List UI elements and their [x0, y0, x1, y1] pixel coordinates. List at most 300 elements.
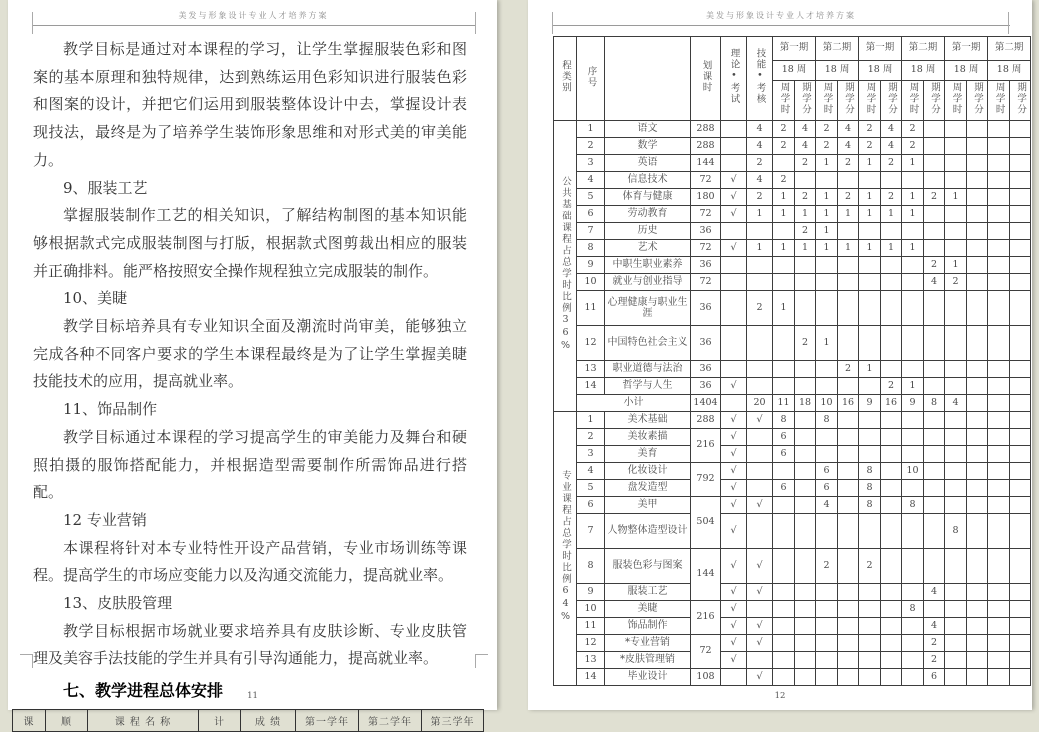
seq-cell: 11 — [577, 291, 605, 326]
schedule-header-cell: 计 — [199, 710, 241, 732]
period-cell — [902, 446, 924, 463]
page-number: 11 — [247, 691, 258, 701]
period-cell — [924, 601, 945, 618]
period-cell — [816, 291, 838, 326]
schedule-header-row — [13, 710, 484, 732]
schedule-header-cell: 顺 — [46, 710, 88, 732]
period-cell: √ — [721, 446, 747, 463]
period-cell — [988, 601, 1010, 618]
theory-exam-header — [721, 37, 747, 121]
term-header: 第一期 — [945, 37, 988, 61]
period-cell — [1010, 584, 1031, 601]
page-12 — [528, 0, 1032, 710]
period-cell: 1 — [902, 206, 924, 223]
period-cell — [988, 155, 1010, 172]
seq-cell: 7 — [577, 514, 605, 549]
vertical-label: 公共基础课程占总学时比例36% — [559, 175, 571, 353]
period-cell — [902, 549, 924, 584]
schedule-header-cell: 课 — [13, 710, 46, 732]
period-cell: 18 — [795, 395, 816, 412]
period-cell — [902, 291, 924, 326]
course-name-cell: 美妆素描 — [605, 429, 691, 446]
period-cell: 4 — [795, 138, 816, 155]
period-cell: 1 — [902, 155, 924, 172]
period-cell — [967, 395, 988, 412]
period-cell — [1010, 514, 1031, 549]
period-cell — [859, 618, 881, 635]
course-name-cell: 饰品制作 — [605, 618, 691, 635]
period-cell — [988, 326, 1010, 361]
crop-mark — [1008, 12, 1009, 34]
period-cell: 2 — [859, 121, 881, 138]
period-cell: 2 — [838, 361, 859, 378]
period-cell — [816, 429, 838, 446]
period-cell — [967, 463, 988, 480]
vertical-label: 期学分 — [799, 82, 811, 116]
seq-cell: 1 — [577, 121, 605, 138]
period-cell — [1010, 549, 1031, 584]
period-cell — [838, 669, 859, 686]
period-cell — [924, 480, 945, 497]
hours-cell: 288 — [691, 121, 721, 138]
numbered-heading: 11、饰品制作 — [63, 400, 158, 419]
period-cell — [773, 635, 795, 652]
course-row — [554, 274, 1031, 291]
course-row — [554, 326, 1031, 361]
course-row — [554, 121, 1031, 138]
period-cell — [773, 497, 795, 514]
period-cell — [816, 172, 838, 189]
period-cell — [1010, 274, 1031, 291]
period-cell — [902, 635, 924, 652]
schedule-header-cell: 第一学年 — [296, 710, 359, 732]
period-cell — [859, 326, 881, 361]
seq-cell: 4 — [577, 172, 605, 189]
vertical-label: 周学时 — [821, 82, 833, 116]
period-cell — [747, 463, 773, 480]
period-cell — [945, 326, 967, 361]
period-cell: 1 — [859, 361, 881, 378]
period-cell — [747, 601, 773, 618]
period-cell — [881, 669, 902, 686]
course-name-cell: 毕业设计 — [605, 669, 691, 686]
period-cell — [838, 463, 859, 480]
period-cell: 2 — [747, 189, 773, 206]
period-cell — [945, 155, 967, 172]
period-cell — [945, 378, 967, 395]
period-cell — [838, 223, 859, 240]
vertical-label: 周学时 — [907, 82, 919, 116]
period-cell — [816, 635, 838, 652]
period-cell — [902, 618, 924, 635]
vertical-label: 划课时 — [700, 60, 712, 94]
subcol-header — [967, 81, 988, 121]
period-cell: √ — [721, 412, 747, 429]
seq-header — [577, 37, 605, 121]
page-header — [552, 10, 1010, 26]
period-cell — [1010, 378, 1031, 395]
subcol-header — [945, 81, 967, 121]
page-11 — [8, 0, 497, 729]
course-row — [554, 378, 1031, 395]
period-cell — [795, 584, 816, 601]
subcol-header — [859, 81, 881, 121]
period-cell: 1 — [816, 206, 838, 223]
course-row — [554, 206, 1031, 223]
period-cell: √ — [747, 549, 773, 584]
period-cell — [988, 652, 1010, 669]
period-cell — [721, 121, 747, 138]
period-cell: 6 — [816, 463, 838, 480]
crop-mark — [475, 12, 476, 34]
period-cell: 1 — [902, 240, 924, 257]
seq-cell: 12 — [577, 635, 605, 652]
period-cell: 8 — [816, 412, 838, 429]
period-cell — [967, 601, 988, 618]
period-cell — [881, 326, 902, 361]
period-cell — [838, 480, 859, 497]
course-name-cell: 美育 — [605, 446, 691, 463]
period-cell: 2 — [924, 635, 945, 652]
period-cell — [945, 601, 967, 618]
seq-cell: 14 — [577, 669, 605, 686]
period-cell — [945, 497, 967, 514]
period-cell — [988, 446, 1010, 463]
period-cell: 11 — [773, 395, 795, 412]
period-cell: 1 — [773, 189, 795, 206]
period-cell — [924, 240, 945, 257]
period-cell — [816, 446, 838, 463]
period-cell — [1010, 463, 1031, 480]
seq-cell: 10 — [577, 601, 605, 618]
course-name-cell: 人物整体造型设计 — [605, 514, 691, 549]
period-cell — [859, 669, 881, 686]
subcol-header — [773, 81, 795, 121]
period-cell — [838, 429, 859, 446]
period-cell — [881, 601, 902, 618]
subcol-header — [902, 81, 924, 121]
page-header — [32, 10, 475, 26]
course-row — [554, 189, 1031, 206]
period-cell: 1 — [902, 378, 924, 395]
period-cell — [1010, 172, 1031, 189]
vertical-label: 期学分 — [1015, 82, 1027, 116]
period-cell: 8 — [945, 514, 967, 549]
period-cell — [924, 361, 945, 378]
period-cell: 1 — [795, 240, 816, 257]
course-row — [554, 138, 1031, 155]
period-cell — [902, 223, 924, 240]
seq-cell: 13 — [577, 652, 605, 669]
course-name-cell: 劳动教育 — [605, 206, 691, 223]
period-cell — [838, 446, 859, 463]
period-cell — [721, 395, 747, 412]
period-cell — [945, 635, 967, 652]
hours-cell: 180 — [691, 189, 721, 206]
category-header — [554, 37, 577, 121]
period-cell — [747, 257, 773, 274]
period-cell: 1 — [838, 240, 859, 257]
course-row — [554, 497, 1031, 514]
period-cell — [773, 223, 795, 240]
period-cell — [859, 652, 881, 669]
period-cell: 10 — [902, 463, 924, 480]
period-cell: 8 — [859, 463, 881, 480]
period-cell — [816, 652, 838, 669]
period-cell: √ — [721, 549, 747, 584]
period-cell: 2 — [747, 291, 773, 326]
period-cell — [795, 378, 816, 395]
period-cell: 4 — [881, 138, 902, 155]
vertical-label: 期学分 — [972, 82, 984, 116]
course-name-cell: 美睫 — [605, 601, 691, 618]
period-cell — [773, 549, 795, 584]
period-cell — [795, 446, 816, 463]
period-cell — [838, 326, 859, 361]
period-cell — [967, 635, 988, 652]
period-cell — [859, 429, 881, 446]
period-cell — [881, 291, 902, 326]
period-cell — [795, 635, 816, 652]
header-title: 美发与形象设计专业人才培养方案 — [706, 11, 856, 20]
skill-assess-header — [747, 37, 773, 121]
period-cell — [967, 223, 988, 240]
term-header: 第二期 — [902, 37, 945, 61]
period-cell: 8 — [859, 480, 881, 497]
period-cell: √ — [721, 601, 747, 618]
period-cell — [881, 514, 902, 549]
period-cell — [945, 172, 967, 189]
period-cell — [967, 652, 988, 669]
period-cell — [795, 257, 816, 274]
section-heading: 七、教学进程总体安排 — [63, 681, 224, 701]
period-cell — [816, 514, 838, 549]
period-cell: 1 — [773, 291, 795, 326]
header-title: 美发与形象设计专业人才培养方案 — [178, 11, 329, 20]
period-cell — [1010, 326, 1031, 361]
period-cell — [945, 618, 967, 635]
period-cell: √ — [721, 584, 747, 601]
period-cell — [795, 274, 816, 291]
period-cell: 6 — [773, 480, 795, 497]
period-cell — [859, 274, 881, 291]
period-cell — [1010, 601, 1031, 618]
period-cell — [773, 652, 795, 669]
period-cell — [945, 652, 967, 669]
seq-cell: 8 — [577, 549, 605, 584]
course-row — [554, 601, 1031, 618]
period-cell: √ — [747, 669, 773, 686]
period-cell — [773, 378, 795, 395]
period-cell — [773, 601, 795, 618]
period-cell — [988, 257, 1010, 274]
period-cell: 2 — [881, 378, 902, 395]
period-cell: 1 — [816, 155, 838, 172]
course-name-header — [605, 37, 691, 121]
period-cell: √ — [747, 497, 773, 514]
crop-mark — [20, 654, 33, 668]
period-cell: 2 — [902, 121, 924, 138]
period-cell: 2 — [816, 121, 838, 138]
period-cell: 20 — [747, 395, 773, 412]
period-cell — [859, 584, 881, 601]
period-cell: √ — [721, 652, 747, 669]
period-cell — [721, 291, 747, 326]
hours-cell: 72 — [691, 274, 721, 291]
period-cell — [924, 138, 945, 155]
period-cell — [924, 291, 945, 326]
course-name-cell: 美术基础 — [605, 412, 691, 429]
paragraph: 本课程将针对本专业特性开设产品营销，专业市场训练等课程。提高学生的市场应变能力以及沟通交流能力，提高就业率。 — [33, 538, 467, 585]
course-row — [554, 361, 1031, 378]
period-cell — [838, 412, 859, 429]
period-cell: 1 — [747, 206, 773, 223]
hours-cell: 216 — [691, 429, 721, 463]
course-name-cell: 就业与创业指导 — [605, 274, 691, 291]
course-row — [554, 155, 1031, 172]
period-cell: 1 — [902, 189, 924, 206]
period-cell — [945, 138, 967, 155]
period-cell: 2 — [816, 549, 838, 584]
period-cell — [721, 223, 747, 240]
period-cell — [859, 172, 881, 189]
period-cell — [881, 497, 902, 514]
period-cell — [838, 584, 859, 601]
period-cell: 4 — [945, 395, 967, 412]
course-row — [554, 412, 1031, 429]
period-cell — [967, 155, 988, 172]
period-cell: 10 — [816, 395, 838, 412]
period-cell — [924, 223, 945, 240]
course-name-cell: 服装色彩与图案 — [605, 549, 691, 584]
vertical-label: 周学时 — [950, 82, 962, 116]
period-cell: 1 — [773, 240, 795, 257]
period-cell — [988, 514, 1010, 549]
period-cell: √ — [721, 635, 747, 652]
course-name-cell: 职业道德与法治 — [605, 361, 691, 378]
subcol-header — [881, 81, 902, 121]
course-row — [554, 618, 1031, 635]
period-cell — [945, 240, 967, 257]
period-cell: 2 — [881, 189, 902, 206]
period-cell: √ — [747, 584, 773, 601]
period-cell: 16 — [881, 395, 902, 412]
vertical-label: 周学时 — [864, 82, 876, 116]
period-cell: 8 — [773, 412, 795, 429]
period-cell: √ — [721, 497, 747, 514]
period-cell: 4 — [747, 172, 773, 189]
period-cell — [881, 223, 902, 240]
period-cell — [773, 669, 795, 686]
period-cell — [967, 618, 988, 635]
course-row — [554, 549, 1031, 584]
subtotal-hours: 1404 — [691, 395, 721, 412]
course-row — [554, 257, 1031, 274]
period-cell — [838, 291, 859, 326]
period-cell — [902, 480, 924, 497]
period-cell — [881, 361, 902, 378]
period-cell — [816, 601, 838, 618]
paragraph: 教学目标根据市场就业要求培养具有皮肤诊断、专业皮肤管理及美容手法技能的学生并具有引导沟通能力，提高就业率。 — [33, 621, 467, 668]
period-cell — [816, 361, 838, 378]
vertical-label: 周学时 — [778, 82, 790, 116]
weeks-header: 18 周 — [945, 61, 988, 81]
period-cell: 1 — [773, 206, 795, 223]
course-row — [554, 240, 1031, 257]
period-cell — [721, 138, 747, 155]
course-name-cell: 艺术 — [605, 240, 691, 257]
period-cell — [773, 274, 795, 291]
course-row — [554, 652, 1031, 669]
subcol-header — [795, 81, 816, 121]
period-cell — [967, 172, 988, 189]
period-cell — [988, 138, 1010, 155]
period-cell: √ — [721, 240, 747, 257]
period-cell — [1010, 223, 1031, 240]
vertical-label: 程类别 — [559, 60, 571, 94]
period-cell: 4 — [747, 121, 773, 138]
schedule-overview-table — [23, 709, 475, 732]
period-cell — [967, 446, 988, 463]
period-cell — [795, 514, 816, 549]
course-row — [554, 514, 1031, 549]
seq-cell: 5 — [577, 480, 605, 497]
period-cell: 1 — [859, 155, 881, 172]
period-cell: 8 — [902, 601, 924, 618]
period-cell: 2 — [747, 155, 773, 172]
seq-cell: 9 — [577, 257, 605, 274]
period-cell — [988, 291, 1010, 326]
hours-cell: 36 — [691, 223, 721, 240]
seq-cell: 5 — [577, 189, 605, 206]
period-cell — [795, 412, 816, 429]
course-row — [554, 291, 1031, 326]
hours-cell: 504 — [691, 497, 721, 549]
period-cell — [967, 291, 988, 326]
period-cell: 4 — [881, 121, 902, 138]
period-cell — [838, 514, 859, 549]
hours-cell: 72 — [691, 206, 721, 223]
term-header: 第二期 — [988, 37, 1031, 61]
numbered-heading: 13、皮肤股管理 — [63, 594, 173, 613]
period-cell: 4 — [838, 121, 859, 138]
period-cell — [721, 257, 747, 274]
course-name-cell: 体育与健康 — [605, 189, 691, 206]
period-cell — [945, 549, 967, 584]
seq-cell: 1 — [577, 412, 605, 429]
hours-cell: 108 — [691, 669, 721, 686]
period-cell — [859, 514, 881, 549]
vertical-label: 周学时 — [993, 82, 1005, 116]
schedule-header-cell: 第二学年 — [359, 710, 422, 732]
course-row — [554, 429, 1031, 446]
seq-cell: 10 — [577, 274, 605, 291]
period-cell — [795, 652, 816, 669]
period-cell — [859, 601, 881, 618]
period-cell: 1 — [816, 223, 838, 240]
period-cell: 9 — [859, 395, 881, 412]
period-cell: 1 — [816, 326, 838, 361]
vertical-label: 期学分 — [843, 82, 854, 116]
crop-mark — [32, 12, 33, 34]
schedule-header-cell: 第三学年 — [422, 710, 484, 732]
period-cell — [859, 412, 881, 429]
seq-cell: 6 — [577, 497, 605, 514]
period-cell — [795, 497, 816, 514]
period-cell — [988, 480, 1010, 497]
period-cell — [967, 361, 988, 378]
period-cell — [881, 257, 902, 274]
